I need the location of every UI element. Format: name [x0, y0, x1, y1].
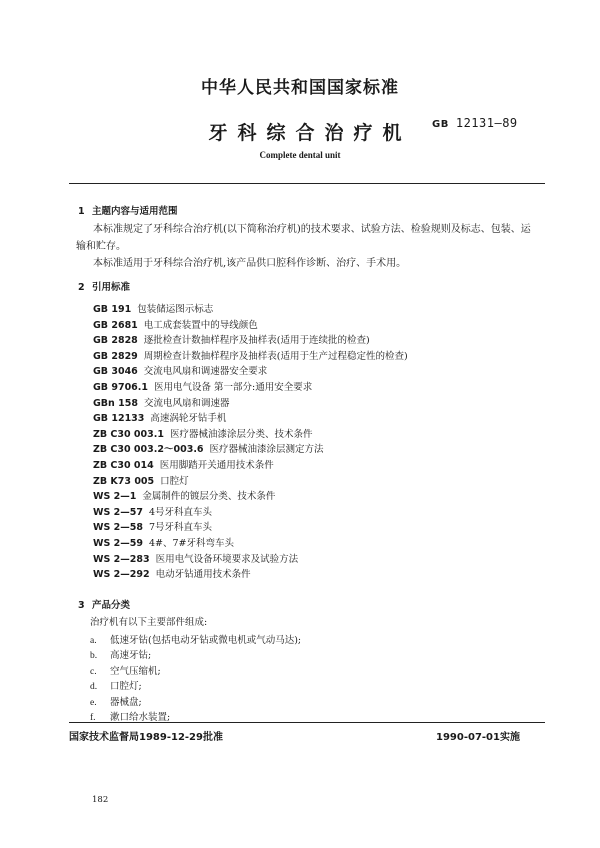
standard-title: 牙科综合治疗机	[208, 122, 412, 144]
section-1-para-1-line-2: 输和贮存。	[76, 241, 126, 252]
reference-title: 逐批检查计数抽样程序及抽样表(适用于连续批的检查)	[143, 335, 370, 347]
component-text: 口腔灯;	[110, 681, 142, 693]
component-text: 漱口给水装置;	[110, 712, 171, 723]
component-letter: e.	[90, 697, 97, 708]
reference-code: WS 2—57	[93, 506, 143, 518]
reference-code: GB 9706.1	[93, 382, 149, 393]
component-text: 器械盘;	[110, 696, 142, 708]
section-1-heading	[78, 203, 178, 217]
reference-item	[93, 441, 324, 455]
section-title: 引用标准	[92, 282, 131, 293]
reference-item	[93, 473, 189, 487]
section-number: 3	[78, 600, 85, 611]
reference-code: WS 2—283	[93, 553, 150, 565]
reference-item	[93, 363, 267, 377]
gb-number: 12131—89	[455, 116, 518, 130]
reference-title: 医疗器械油漆涂层测定方法	[209, 444, 324, 456]
reference-item	[93, 457, 274, 471]
reference-item	[93, 317, 258, 331]
english-title: Complete dental unit	[259, 150, 341, 160]
reference-item	[93, 488, 275, 502]
section-title: 产品分类	[92, 600, 131, 611]
component-item	[90, 663, 161, 677]
component-item	[90, 694, 142, 708]
reference-item	[93, 332, 370, 346]
reference-title: 交流电风扇和调速器安全要求	[143, 366, 268, 378]
reference-code: GB 2828	[93, 335, 138, 347]
reference-item	[93, 535, 234, 549]
national-standard-heading: 中华人民共和国国家标准	[201, 78, 399, 98]
component-letter: c.	[90, 666, 97, 677]
reference-code: WS 2—59	[93, 538, 143, 549]
reference-item	[93, 301, 213, 315]
component-text: 高速牙钻;	[110, 650, 152, 662]
component-text: 低速牙钻(包括电动牙钻或微电机或气动马达);	[110, 635, 302, 646]
component-text: 空气压缩机;	[110, 665, 161, 677]
standard-code	[432, 116, 518, 130]
reference-title: 电动牙钻通用技术条件	[155, 569, 251, 581]
reference-title: 周期检查计数抽样程序及抽样表(适用于生产过程稳定性的检查)	[143, 350, 408, 362]
section-3-heading	[78, 597, 130, 611]
approval-note: 国家技术监督局1989-12-29批准	[69, 732, 223, 743]
reference-code: GB 3046	[93, 366, 138, 378]
reference-title: 医用脚踏开关通用技术条件	[159, 460, 274, 471]
reference-title: 金属制件的镀层分类、技术条件	[142, 491, 276, 503]
component-item	[90, 647, 151, 661]
reference-code: ZB C30 014	[93, 460, 154, 471]
reference-code: GB 2681	[93, 319, 138, 331]
reference-title: 口腔灯	[160, 475, 189, 487]
reference-title: 医用电气设备环境要求及试验方法	[155, 553, 299, 565]
component-letter: f.	[90, 713, 96, 723]
reference-code: GB 191	[93, 304, 132, 315]
header-divider	[69, 183, 545, 184]
reference-title: 医疗器械油漆涂层分类、技术条件	[170, 428, 313, 440]
footer-divider	[69, 722, 545, 723]
reference-code: WS 2—292	[93, 569, 150, 581]
reference-code: ZB K73 005	[93, 475, 155, 487]
reference-title: 高速涡轮牙钻手机	[150, 413, 227, 425]
effective-date: 1990-07-01实施	[436, 732, 520, 743]
section-number: 2	[78, 282, 85, 293]
reference-item	[93, 395, 229, 409]
component-letter: a.	[90, 636, 97, 646]
reference-item	[93, 410, 226, 424]
reference-item	[93, 566, 251, 580]
component-item	[90, 678, 142, 692]
reference-item	[93, 519, 212, 533]
reference-code: GB 12133	[93, 413, 145, 425]
section-number: 1	[78, 206, 85, 217]
component-item	[90, 632, 301, 646]
section-2-heading	[78, 279, 130, 293]
reference-title: 包装储运图示标志	[137, 304, 214, 315]
reference-title: 4#、7#牙科弯车头	[148, 538, 234, 549]
component-letter: b.	[90, 651, 98, 662]
reference-item	[93, 426, 313, 440]
reference-title: 7号牙科直车头	[148, 522, 213, 534]
section-title: 主题内容与适用范围	[92, 206, 178, 217]
reference-code: ZB C30 003.2～003.6	[93, 444, 204, 456]
reference-title: 医用电气设备 第一部分:通用安全要求	[154, 382, 313, 393]
reference-title: 4号牙科直车头	[148, 506, 213, 518]
reference-title: 电工成套装置中的导线颜色	[143, 319, 258, 331]
reference-code: WS 2—58	[93, 522, 143, 534]
page-number: 182	[92, 795, 109, 805]
section-3-intro: 治疗机有以下主要部件组成:	[90, 617, 208, 628]
component-letter: d.	[90, 682, 98, 693]
reference-code: GB 2829	[93, 350, 138, 362]
reference-code: GBn 158	[93, 397, 138, 409]
section-1-para-2: 本标准适用于牙科综合治疗机,该产品供口腔科作诊断、治疗、手术用。	[93, 258, 407, 269]
reference-item	[93, 348, 408, 362]
reference-code: WS 2—1	[93, 491, 137, 503]
component-item	[90, 709, 170, 723]
reference-item	[93, 379, 312, 393]
reference-code: ZB C30 003.1	[93, 428, 164, 440]
reference-item	[93, 551, 298, 565]
reference-item	[93, 504, 212, 518]
reference-title: 交流电风扇和调速器	[143, 397, 230, 409]
section-1-para-1-line-1: 本标准规定了牙科综合治疗机(以下简称治疗机)的技术要求、试验方法、检验规则及标志、包装、运	[93, 224, 531, 235]
gb-label: GB	[432, 119, 449, 130]
